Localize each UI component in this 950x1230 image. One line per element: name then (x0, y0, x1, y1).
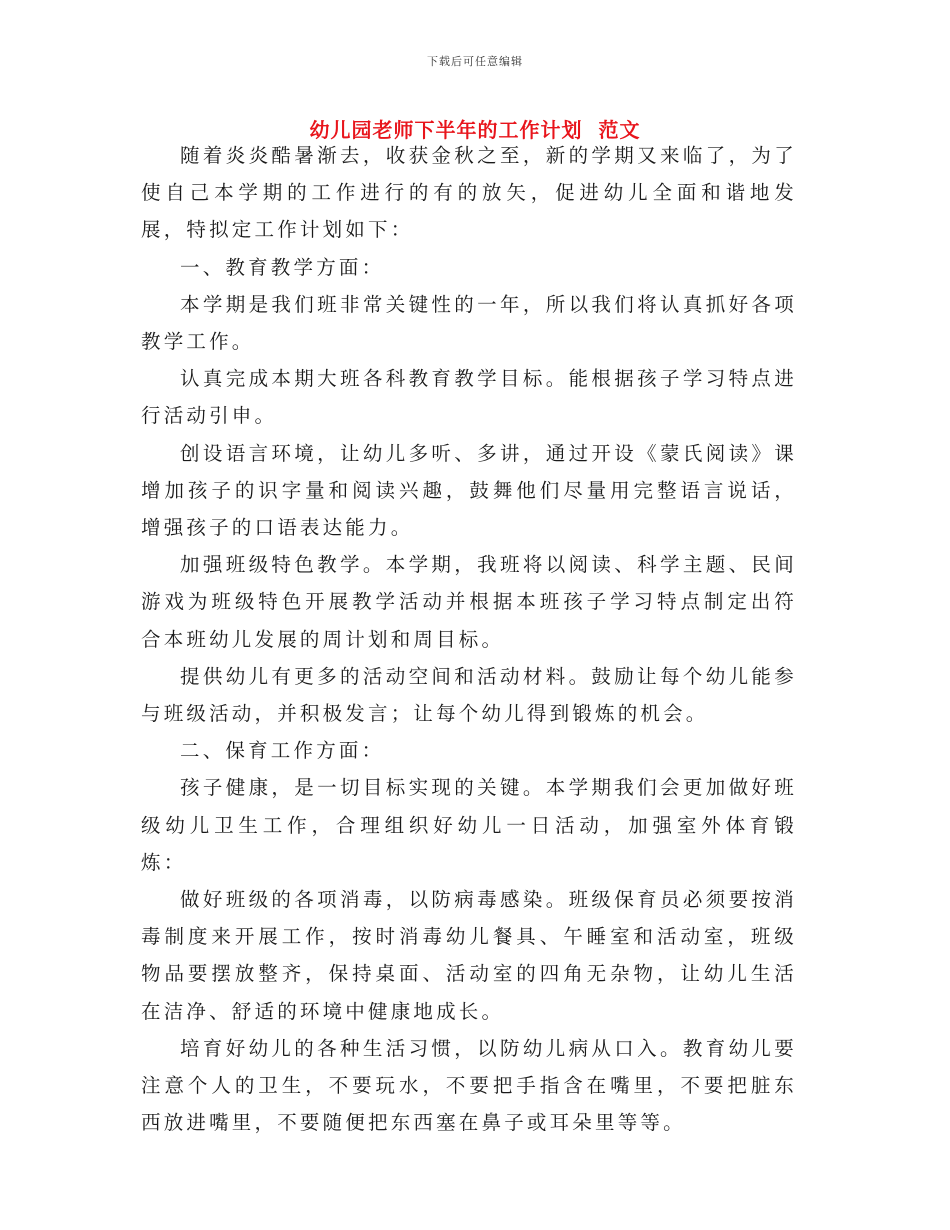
paragraph: 做好班级的各项消毒，以防病毒感染。班级保育员必须要按消毒制度来开展工作，按时消毒幼儿餐具、午睡室和活动室，班级物品要摆放整齐，保持桌面、活动室的四角无杂物，让幼儿生活在洁净、舒适的环境中健康地成长。 (141, 888, 797, 1023)
paragraph: 加强班级特色教学。本学期，我班将以阅读、科学主题、民间游戏为班级特色开展教学活动并根据本班孩子学习特点制定出符合本班幼儿发展的周计划和周目标。 (141, 553, 797, 651)
document-body (141, 137, 797, 1141)
paragraph: 创设语言环境，让幼儿多听、多讲，通过开设《蒙氏阅读》课增加孩子的识字量和阅读兴趣，鼓舞他们尽量用完整语言说话，增强孩子的口语表达能力。 (141, 441, 797, 540)
header-note: 下载后可任意编辑 (427, 55, 523, 68)
paragraph: 培育好幼儿的各种生活习惯，以防幼儿病从口入。教育幼儿要注意个人的卫生，不要玩水，不要把手指含在嘴里，不要把脏东西放进嘴里，不要随便把东西塞在鼻子或耳朵里等等。 (141, 1036, 797, 1135)
paragraph: 认真完成本期大班各科教育教学目标。能根据孩子学习特点进行活动引申。 (141, 367, 797, 428)
paragraph: 孩子健康，是一切目标实现的关键。本学期我们会更加做好班级幼儿卫生工作，合理组织好幼儿一日活动，加强室外体育锻炼： (141, 776, 797, 874)
document-title: 幼儿园老师下半年的工作计划 范文 (309, 118, 641, 142)
section-heading-care: 二、保育工作方面： (180, 739, 385, 763)
paragraph: 本学期是我们班非常关键性的一年，所以我们将认真抓好各项教学工作。 (141, 292, 797, 354)
paragraph-intro: 随着炎炎酷暑渐去，收获金秋之至，新的学期又来临了，为了使自己本学期的工作进行的有的放矢，促进幼儿全面和谐地发展，特拟定工作计划如下： (141, 144, 797, 242)
section-heading-education: 一、教育教学方面： (180, 255, 385, 279)
paragraph: 提供幼儿有更多的活动空间和活动材料。鼓励让每个幼儿能参与班级活动，并积极发言；让每个幼儿得到锻炼的机会。 (141, 664, 797, 726)
